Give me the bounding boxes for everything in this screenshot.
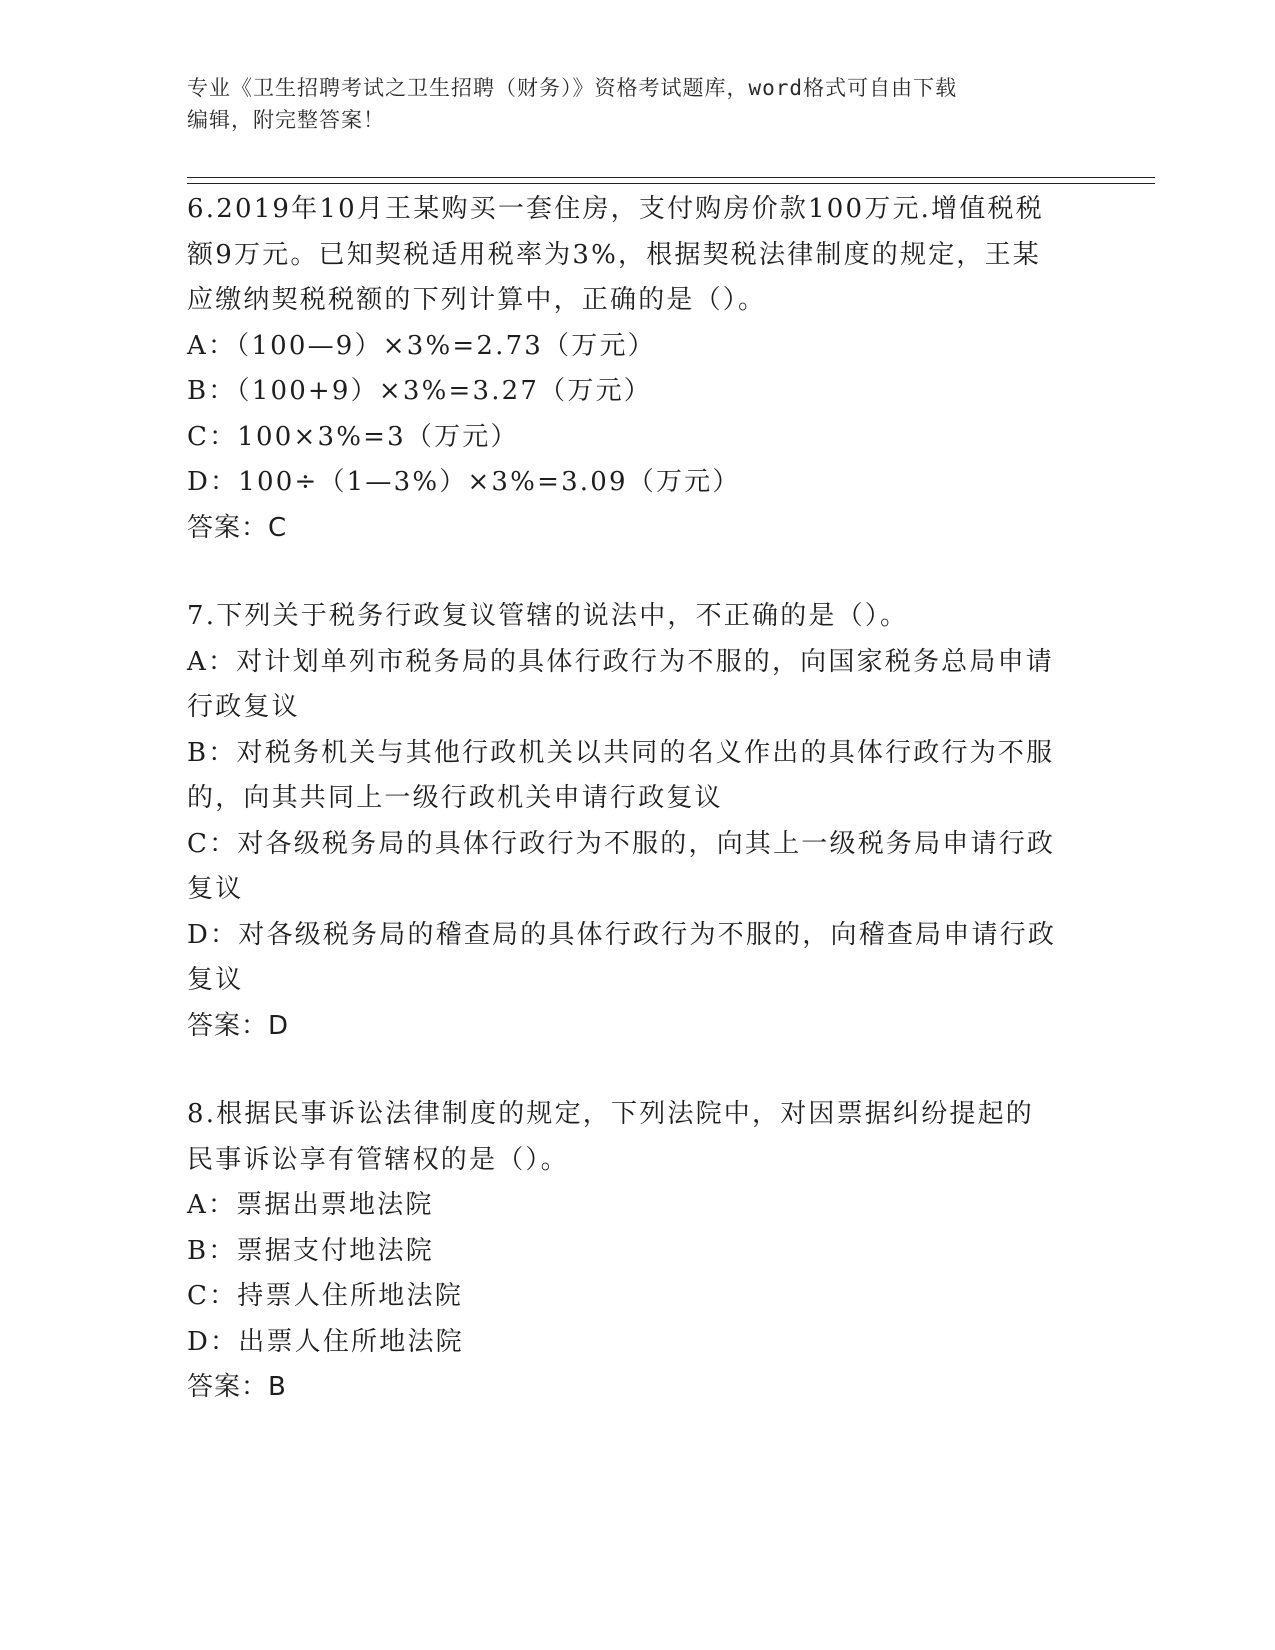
document-header [187,72,1067,136]
header-divider-bottom [187,183,1155,184]
header-divider-top [187,177,1155,178]
question-option [187,1320,1087,1366]
question-spacer [187,551,1087,594]
question-block [187,187,1087,551]
question-option [187,1274,1087,1320]
option-line: D：出票人住所地法院 [187,1326,464,1357]
option-line: 复议 [187,965,244,995]
option-line: C：100×3%=3（万元） [187,421,519,452]
question-block [187,1092,1087,1411]
question-block [187,594,1087,1049]
option-line: A：票据出票地法院 [187,1190,434,1220]
question-option [187,324,1087,370]
option-line: A：（100—9）×3%=2.73（万元） [187,330,656,361]
question-option [187,460,1087,506]
option-line: C：对各级税务局的具体行政行为不服的，向其上一级税务局申请行政 [187,828,1056,859]
option-line: B：（100+9）×3%=3.27（万元） [187,376,652,406]
answer-line: 答案：D [187,1010,290,1041]
question-option [187,415,1087,461]
option-line: D：100÷（1—3%）×3%=3.09（万元） [187,467,741,497]
question-stem-line: 8.根据民事诉讼法律制度的规定，下列法院中，对因票据纠纷提起的 [187,1099,1035,1129]
question-option [187,913,1087,1004]
question-option [187,731,1087,822]
option-line: C：持票人住所地法院 [187,1281,463,1311]
option-line: B：对税务机关与其他行政机关以共同的名义作出的具体行政行为不服 [187,737,1055,768]
answer-line: 答案：C [187,512,288,543]
question-stem-line: 额9万元。已知契税适用税率为3%，根据契税法律制度的规定，王某 [187,239,1041,270]
option-line: D：对各级税务局的稽查局的具体行政行为不服的，向稽查局申请行政 [187,919,1057,950]
question-option [187,640,1087,731]
question-spacer [187,1049,1087,1092]
question-option [187,369,1087,415]
option-line: B：票据支付地法院 [187,1235,434,1266]
answer-line: 答案：B [187,1372,287,1402]
question-stem-line: 应缴纳契税税额的下列计算中，正确的是（）。 [187,285,767,315]
question-option [187,1229,1087,1275]
option-line: 复议 [187,874,244,904]
option-line: 的，向其共同上一级行政机关申请行政复议 [187,783,723,813]
question-stem-line: 民事诉讼享有管辖权的是（）。 [187,1144,569,1175]
header-line-1: 专业《卫生招聘考试之卫生招聘（财务）》资格考试题库，word格式可自由下载 [187,76,958,100]
question-option [187,822,1087,913]
option-line: A：对计划单列市税务局的具体行政行为不服的，向国家税务总局申请 [187,646,1054,677]
question-option [187,1183,1087,1229]
question-stem-line: 6.2019年10月王某购买一套住房，支付购房价款100万元.增值税税 [187,194,1044,224]
question-stem-line: 7.下列关于税务行政复议管辖的说法中，不正确的是（）。 [187,601,909,631]
header-line-2: 编辑，附完整答案！ [187,108,385,132]
option-line: 行政复议 [187,692,300,722]
question-list [187,187,1087,1411]
